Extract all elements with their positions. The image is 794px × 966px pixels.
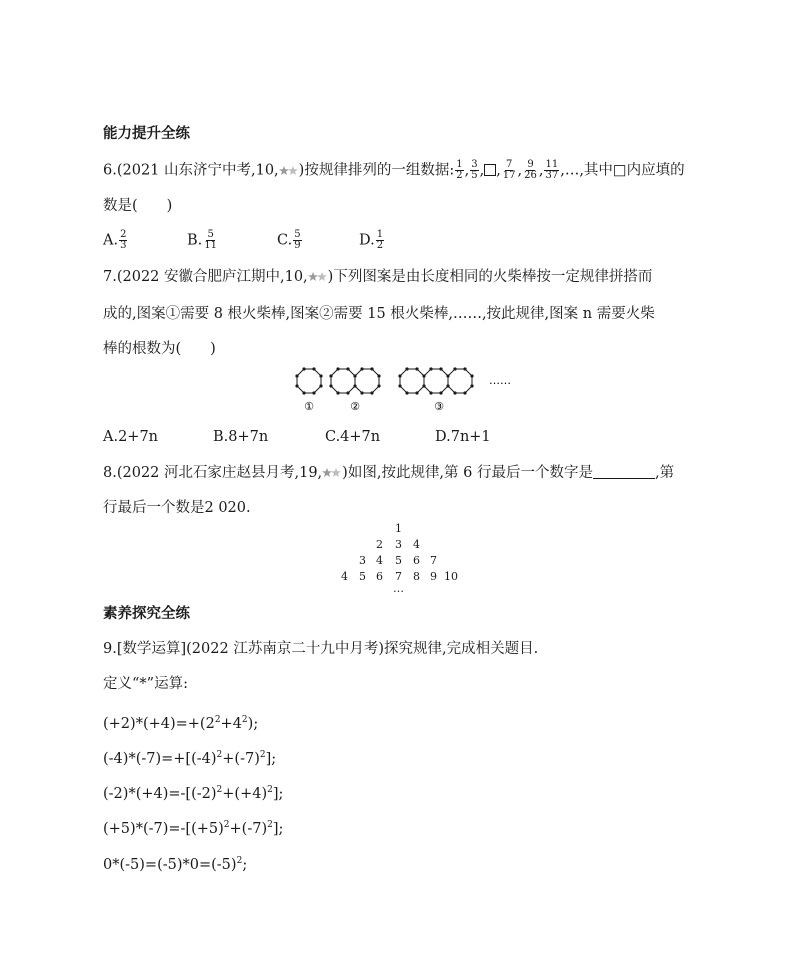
question-7-line-3: 棒的根数为( ) <box>103 341 216 357</box>
answer-blank[interactable] <box>593 464 655 479</box>
equation-2: $(-4)*(-7)=+[(-4)^2+(-7)^2]$; <box>103 750 277 767</box>
figure-ellipsis: …… <box>489 374 511 387</box>
matchstick-figure <box>278 364 538 418</box>
question-9-line-2: 定义“*”运算: <box>103 676 188 692</box>
triangle-row-4-n3: 6 <box>376 570 383 583</box>
triangle-row-4-n1: 4 <box>341 570 348 583</box>
triangle-row-4-n7: 10 <box>444 570 458 583</box>
option-a[interactable]: A.2+7n <box>103 429 159 445</box>
q6-stem: )按规律排列的一组数据: <box>298 162 455 179</box>
octagon-2b <box>355 369 379 393</box>
question-7-options <box>103 427 603 447</box>
question-7-line-2: 成的,图案①需要 8 根火柴棒,图案②需要 15 根火柴棒,……,按此规律,图案 n 需要火柴 <box>103 306 655 322</box>
triangle-dots: … <box>393 582 404 595</box>
blank-box <box>484 164 496 176</box>
option-c[interactable]: C.4+7n <box>325 429 381 445</box>
q6-source: 6.(2021 山东济宁中考,10, <box>103 162 279 179</box>
question-6-line-1: 6.(2021 山东济宁中考,10, )按规律排列的一组数据: $\frac{1}{2}$ , $\frac{3}{5}$ , , $\frac{7}{17}$ , $\frac{9}{26}$ , $\frac{11}{37}$ ,…,其中□内应填的 <box>103 159 685 181</box>
equation-5: $0*(-5)=(-5)*0=(-5)^2$; <box>103 856 248 873</box>
equation-4: $(+5)*(-7)=-[(+5)^2+(-7)^2]$; <box>103 820 284 837</box>
fraction-7-17: $\frac{7}{17}$ <box>502 159 516 181</box>
triangle-row-4-n6: 9 <box>430 570 437 583</box>
triangle-row-2-n3: 4 <box>413 538 420 551</box>
triangle-row-3-n4: 6 <box>413 554 420 567</box>
figure-label-2: ② <box>350 400 360 413</box>
equation-3: $(-2)*(+4)=-[(-2)^2+(+4)^2]$; <box>103 785 284 802</box>
question-8-line-1: 8.(2022 河北石家庄赵县月考,19, )如图,按此规律,第 6 行最后一个数字是 ,第 <box>103 465 675 481</box>
fraction-1-2: $\frac{1}{2}$ <box>456 159 463 181</box>
option-d[interactable]: D. $\frac{1}{2}$ <box>359 229 384 251</box>
triangle-row-3-n2: 4 <box>376 554 383 567</box>
octagon-2a <box>331 369 355 393</box>
option-a[interactable]: A. $\frac{2}{3}$ <box>103 229 127 251</box>
option-c[interactable]: C. $\frac{5}{9}$ <box>277 229 301 251</box>
section-heading-literacy: 素养探究全练 <box>103 606 190 622</box>
octagon-3b <box>424 369 448 393</box>
difficulty-stars-icon <box>308 271 328 283</box>
figure-label-3: ③ <box>434 400 444 413</box>
triangle-row-2-n1: 2 <box>376 538 383 551</box>
number-triangle <box>341 522 470 598</box>
difficulty-stars-icon <box>322 467 342 479</box>
equation-1: $(+2)*(+4)=+(2^2+4^2)$; <box>103 715 259 732</box>
octagon-1 <box>297 369 321 393</box>
section-heading-ability: 能力提升全练 <box>103 126 190 142</box>
triangle-row-1-n1: 1 <box>395 522 402 535</box>
octagon-3c <box>448 369 472 393</box>
question-9-line-1: 9.[数学运算](2022 江苏南京二十九中月考)探究规律,完成相关题目. <box>103 641 539 657</box>
question-7-line-1: 7.(2022 安徽合肥庐江期中,10, )下列图案是由长度相同的火柴棒按一定规律拼搭而 <box>103 269 653 285</box>
triangle-row-3-n5: 7 <box>430 554 437 567</box>
q6-stem-end: ,…,其中□内应填的 <box>560 162 685 179</box>
triangle-row-4-n4: 7 <box>395 570 402 583</box>
difficulty-stars-icon <box>279 165 299 177</box>
triangle-row-4-n5: 8 <box>413 570 420 583</box>
question-6-line-2: 数是( ) <box>103 198 173 214</box>
option-b[interactable]: B. $\frac{5}{11}$ <box>187 229 217 251</box>
figure-label-1: ① <box>304 400 314 413</box>
triangle-row-4-n2: 5 <box>359 570 366 583</box>
fraction-11-37: $\frac{11}{37}$ <box>545 159 559 181</box>
option-b[interactable]: B.8+7n <box>213 429 269 445</box>
fraction-3-5: $\frac{3}{5}$ <box>471 159 478 181</box>
option-d[interactable]: D.7n+1 <box>435 429 491 445</box>
question-6-options <box>103 230 703 254</box>
triangle-row-3-n1: 3 <box>359 554 366 567</box>
triangle-row-2-n2: 3 <box>395 538 402 551</box>
question-8-line-2: 行最后一个数是2 020. <box>103 500 251 516</box>
triangle-row-3-n3: 5 <box>395 554 402 567</box>
octagon-3a <box>400 369 424 393</box>
fraction-9-26: $\frac{9}{26}$ <box>524 159 537 181</box>
